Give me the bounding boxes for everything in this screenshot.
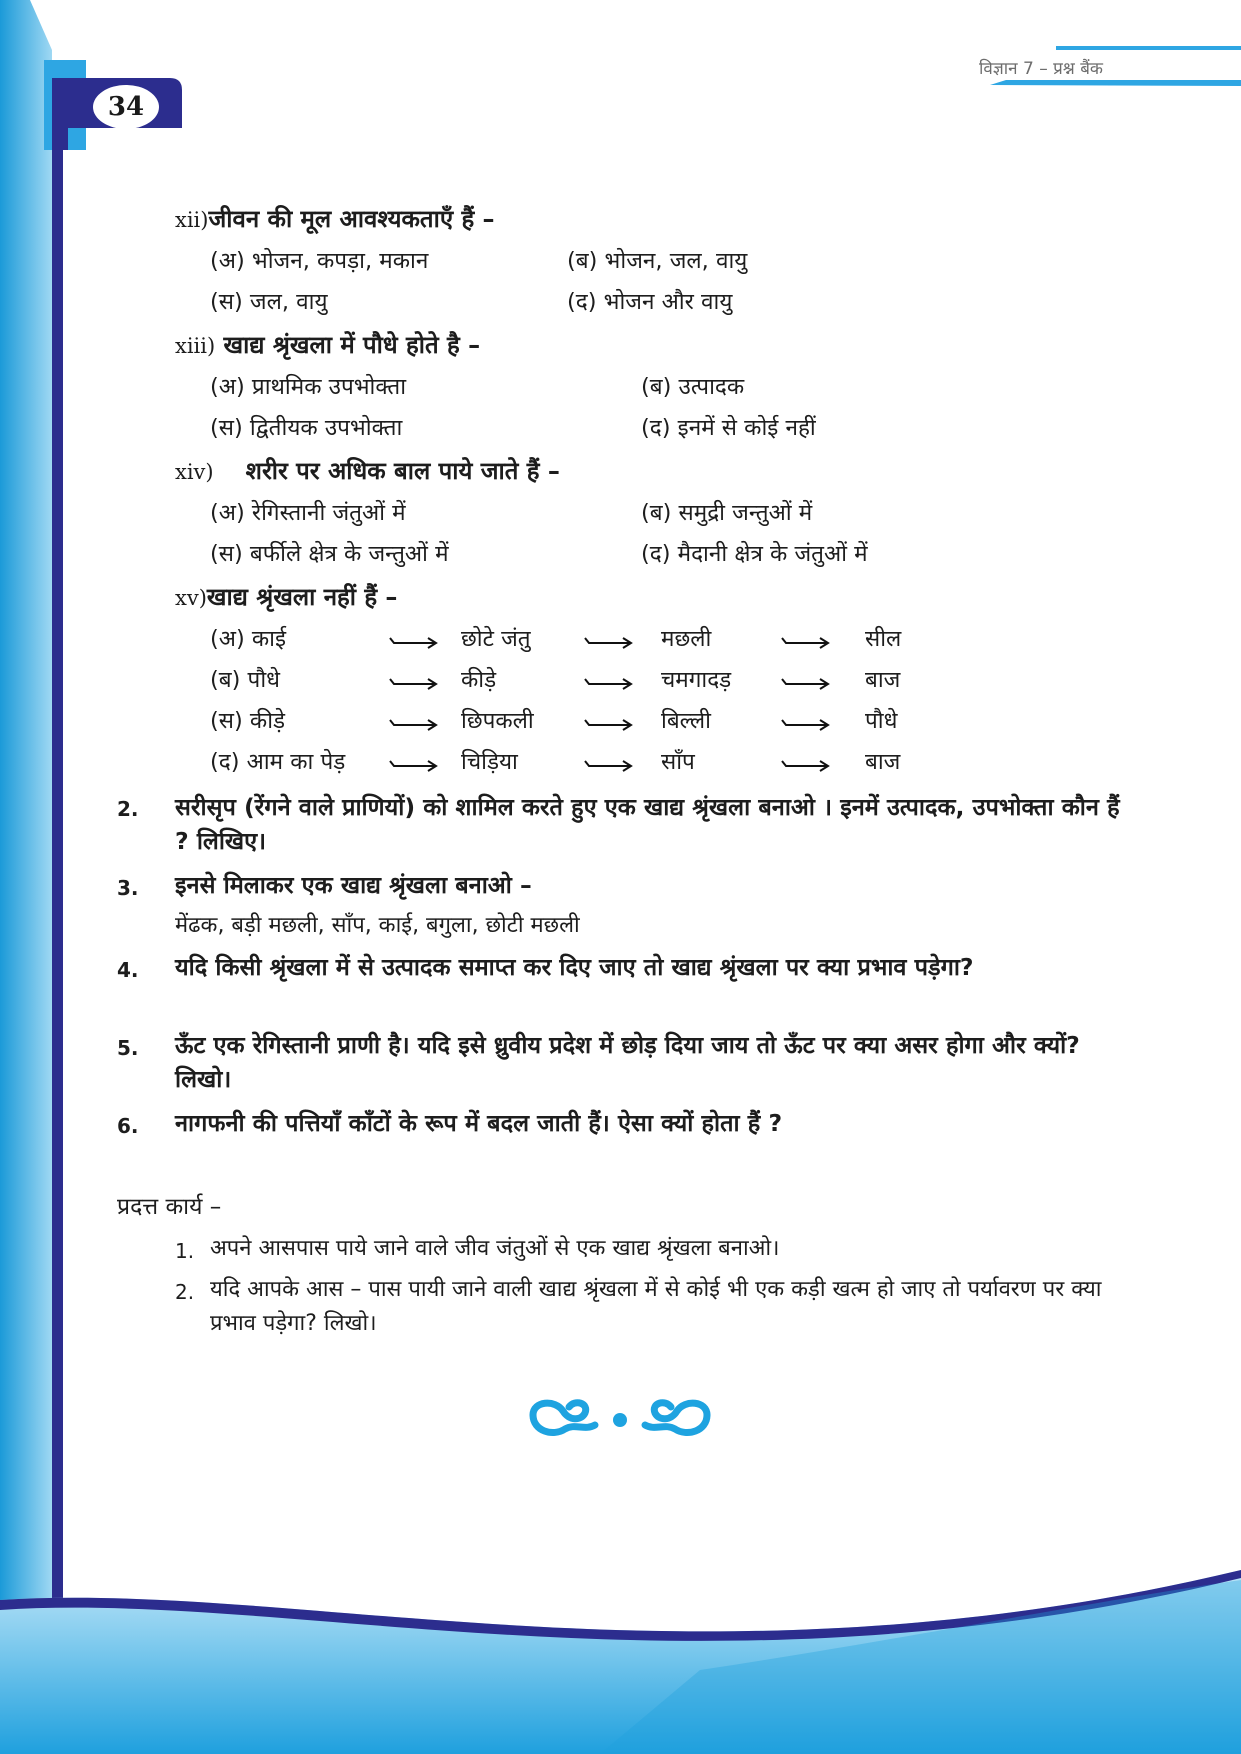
chain-arrow-icon	[780, 636, 832, 650]
question-xii	[175, 202, 495, 237]
question-3-list: मेंढक, बड़ी मछली, साँप, काई, बगुला, छोटी मछली	[175, 913, 580, 938]
project-item-2-text: यदि आपके आस – पास पायी जाने वाली खाद्य श्रृंखला में से कोई भी एक कड़ी खत्म हो जाए तो पर्यावरण पर क्या प्रभाव पड़ेगा? लिखो।	[210, 1277, 1102, 1336]
project-item-1-text: अपने आसपास पाये जाने वाले जीव जंतुओं से एक खाद्य श्रृंखला बनाओ।	[210, 1236, 780, 1261]
question-number: xv)	[175, 586, 207, 610]
header-line-bottom	[990, 80, 1241, 86]
question-text: खाद्य श्रृंखला नहीं हैं –	[206, 583, 398, 611]
chain-arrow-icon	[780, 677, 832, 691]
header-line-top	[1056, 46, 1241, 50]
question-4-text: यदि किसी श्रृंखला में से उत्पादक समाप्त कर दिए जाए तो खाद्य श्रृंखला पर क्या प्रभाव पड़ेगा?	[175, 953, 974, 981]
question-3-text: इनसे मिलाकर एक खाद्य श्रृंखला बनाओ –	[175, 871, 532, 899]
chain-option-label: (द) आम का पेड़	[210, 749, 346, 775]
chain-organism: सील	[865, 626, 902, 652]
question-2-text: सरीसृप (रेंगने वाले प्राणियों) को शामिल करते हुए एक खाद्य श्रृंखला बनाओ । इनमें उत्पादक, उपभोक्ता कौन हैं ? लिखिए।	[175, 793, 1120, 855]
question-text: जीवन की मूल आवश्यकताएँ हैं –	[208, 205, 495, 233]
option-b: (ब) उत्पादक	[641, 374, 745, 400]
question-2-number: 2.	[117, 797, 139, 821]
chain-organism: कीड़े	[461, 667, 497, 693]
question-xiv	[175, 454, 560, 489]
chain-arrow-icon	[388, 636, 440, 650]
question-6-number: 6.	[117, 1114, 139, 1138]
left-navy-bar	[52, 60, 63, 1620]
page-number: 34	[107, 92, 145, 122]
question-xiii	[175, 328, 480, 363]
question-4-number: 4.	[117, 958, 139, 982]
option-a: (अ) रेगिस्तानी जंतुओं में	[210, 500, 406, 526]
option-a: (अ) भोजन, कपड़ा, मकान	[210, 248, 429, 274]
chain-organism: बाज	[865, 667, 901, 693]
option-d: (द) इनमें से कोई नहीं	[641, 415, 816, 441]
chain-organism: चमगादड़	[661, 667, 732, 693]
option-c: (स) बर्फीले क्षेत्र के जन्तुओं में	[210, 541, 449, 567]
question-6-text: नागफनी की पत्तियाँ काँटों के रूप में बदल जाती हैं। ऐसा क्यों होता हैं ?	[175, 1109, 783, 1137]
chain-organism: बाज	[865, 749, 901, 775]
chain-organism: बिल्ली	[661, 708, 711, 734]
question-text: शरीर पर अधिक बाल पाये जाते हैं –	[245, 457, 560, 485]
option-a: (अ) प्राथमिक उपभोक्ता	[210, 374, 407, 400]
question-number: xiv)	[175, 460, 214, 484]
question-5-text: ऊँट एक रेगिस्तानी प्राणी है। यदि इसे ध्रुवीय प्रदेश में छोड़ दिया जाय तो ऊँट पर क्या असर होगा और क्यों? लिखो।	[175, 1031, 1080, 1093]
chain-organism: पौधे	[865, 708, 898, 734]
chain-organism: छोटे जंतु	[461, 626, 531, 652]
chain-option-label: (स) कीड़े	[210, 708, 286, 734]
chain-organism: चिड़िया	[461, 749, 518, 775]
project-item-1-number: 1.	[175, 1239, 195, 1263]
option-d: (द) मैदानी क्षेत्र के जंतुओं में	[641, 541, 868, 567]
option-b: (ब) समुद्री जन्तुओं में	[641, 500, 813, 526]
chain-arrow-icon	[583, 759, 635, 773]
option-b: (ब) भोजन, जल, वायु	[567, 248, 748, 274]
left-side-strip	[0, 0, 52, 1754]
chain-arrow-icon	[388, 718, 440, 732]
project-item-2-number: 2.	[175, 1280, 195, 1304]
option-d: (द) भोजन और वायु	[567, 289, 733, 315]
header-title: विज्ञान 7 – प्रश्न बैंक	[979, 59, 1103, 79]
question-5-number: 5.	[117, 1036, 139, 1060]
project-heading: प्रदत्त कार्य –	[117, 1194, 222, 1220]
chain-organism: मछली	[661, 626, 712, 652]
ornament-divider	[525, 1393, 715, 1443]
chain-arrow-icon	[583, 636, 635, 650]
option-c: (स) द्वितीयक उपभोक्ता	[210, 415, 403, 441]
chain-arrow-icon	[583, 677, 635, 691]
chain-arrow-icon	[780, 759, 832, 773]
question-text: खाद्य श्रृंखला में पौधे होते है –	[223, 331, 481, 359]
chain-arrow-icon	[388, 759, 440, 773]
question-number: xiii)	[175, 334, 216, 358]
chain-organism: छिपकली	[461, 708, 534, 734]
question-3-number: 3.	[117, 876, 139, 900]
chain-arrow-icon	[583, 718, 635, 732]
chain-organism: साँप	[661, 749, 695, 775]
question-number: xii)	[175, 208, 209, 232]
chain-arrow-icon	[780, 718, 832, 732]
chain-option-label: (अ) काई	[210, 626, 287, 652]
option-c: (स) जल, वायु	[210, 289, 328, 315]
question-xv	[175, 580, 397, 615]
chain-arrow-icon	[388, 677, 440, 691]
chain-option-label: (ब) पौधे	[210, 667, 281, 693]
